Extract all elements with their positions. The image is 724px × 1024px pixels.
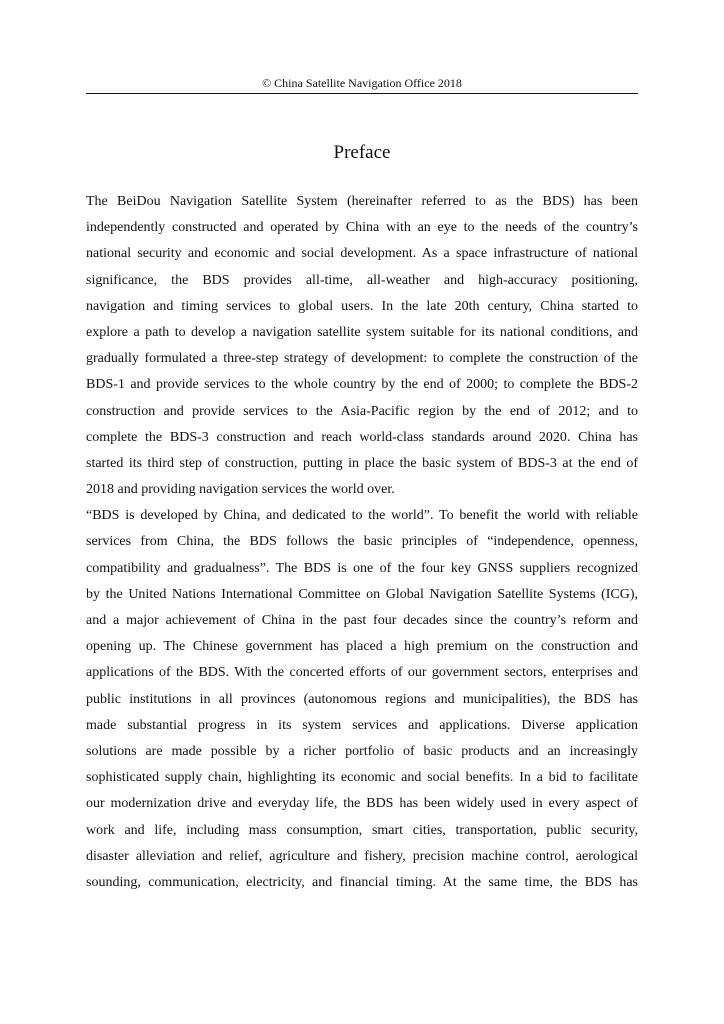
text-line: navigation and timing services to global users. In the late 20th century, China started to [86, 298, 638, 314]
text-line: sophisticated supply chain, highlighting its economic and social benefits. In a bid to facilitate [86, 770, 638, 786]
page-header: © China Satellite Navigation Office 2018 [86, 76, 638, 94]
text-line: public institutions in all provinces (autonomous regions and municipalities), the BDS has [86, 691, 638, 707]
text-line: explore a path to develop a navigation satellite system suitable for its national conditions, and [86, 324, 638, 340]
text-line: applications of the BDS. With the concerted efforts of our government sectors, enterprises and [86, 665, 638, 681]
text-line: The BeiDou Navigation Satellite System (hereinafter referred to as the BDS) has been [86, 194, 638, 209]
document-body [86, 189, 638, 896]
page-title: Preface [333, 142, 391, 163]
text-line: our modernization drive and everyday life, the BDS has been widely used in every aspect of [86, 796, 638, 812]
text-line: independently constructed and operated by China with an eye to the needs of the country’s [86, 220, 638, 236]
text-line: and a major achievement of China in the past four decades since the country’s reform and [86, 613, 638, 628]
paragraph-1 [86, 189, 638, 503]
text-line: “BDS is developed by China, and dedicated to the world”. To benefit the world with reliable [86, 508, 638, 524]
text-line: construction and provide services to the Asia-Pacific region by the end of 2012; and to [86, 403, 638, 419]
text-line: solutions are made possible by a richer portfolio of basic products and an increasingly [86, 743, 638, 759]
text-line: sounding, communication, electricity, and financial timing. At the same time, the BDS has [86, 874, 638, 890]
text-line: made substantial progress in its system services and applications. Diverse application [86, 717, 638, 733]
text-line: services from China, the BDS follows the basic principles of “independence, openness, [86, 534, 638, 550]
text-line: gradually formulated a three-step strategy of development: to complete the construction of the [86, 351, 638, 367]
paragraph-2 [86, 503, 638, 896]
text-line: opening up. The Chinese government has placed a high premium on the construction and [86, 639, 638, 655]
text-line: BDS-1 and provide services to the whole country by the end of 2000; to complete the BDS-2 [86, 377, 638, 393]
text-line: work and life, including mass consumption, smart cities, transportation, public security, [86, 822, 638, 838]
text-line: by the United Nations International Committee on Global Navigation Satellite Systems (ICG), [86, 586, 638, 602]
text-line: significance, the BDS provides all-time, all-weather and high-accuracy positioning, [86, 272, 638, 288]
text-line: started its third step of construction, putting in place the basic system of BDS-3 at the end of [86, 455, 638, 471]
text-line: national security and economic and social development. As a space infrastructure of national [86, 246, 638, 262]
text-line: compatibility and gradualness”. The BDS is one of the four key GNSS suppliers recognized [86, 560, 638, 576]
text-line: disaster alleviation and relief, agriculture and fishery, precision machine control, aerological [86, 848, 638, 864]
text-line: complete the BDS-3 construction and reach world-class standards around 2020. China has [86, 429, 638, 445]
text-line: 2018 and providing navigation services the world over. [86, 482, 395, 498]
